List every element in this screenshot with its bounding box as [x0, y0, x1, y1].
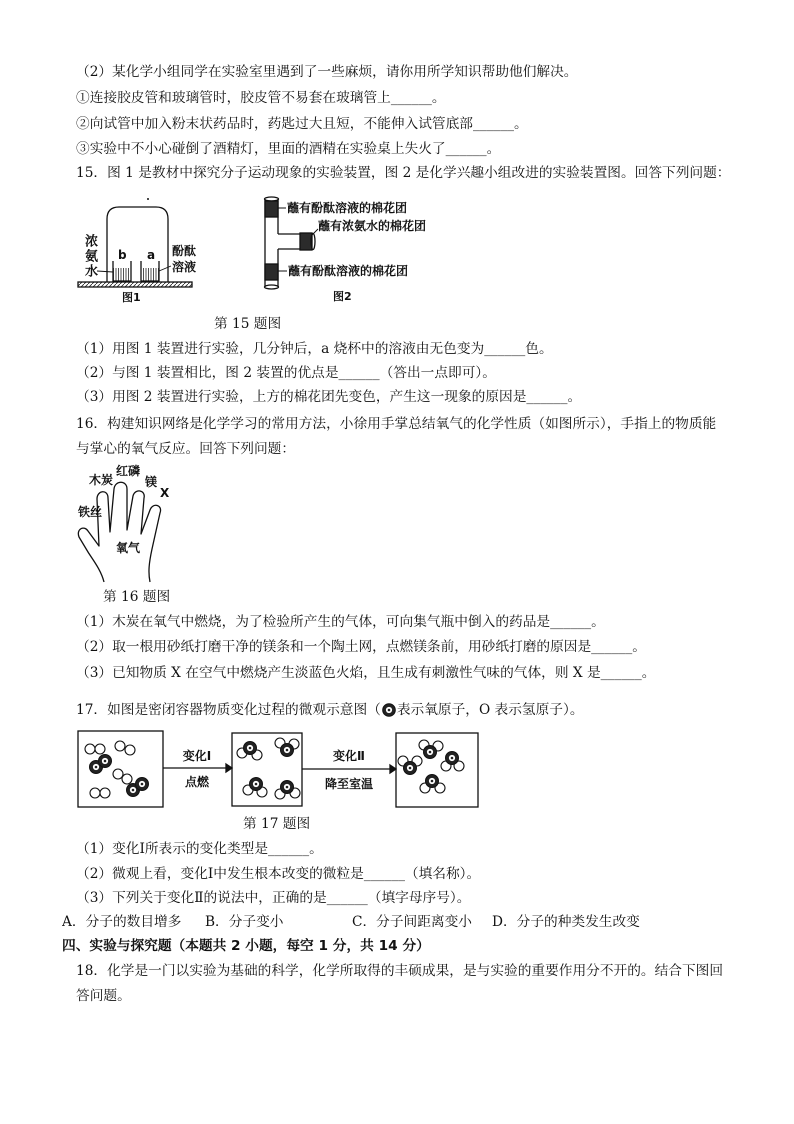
oxygen-atom-core — [286, 786, 289, 789]
q16-sub-1: （1）木炭在氧气中燃烧，为了检验所产生的气体，可向集气瓶中倒入的药品是______。 — [76, 614, 605, 630]
oxygen-atom-core — [431, 780, 434, 783]
oxygen-atom-shell — [424, 746, 437, 759]
oxygen-atom — [424, 746, 437, 759]
hydrogen-atom — [419, 740, 429, 750]
q17-option-a: A．分子的数目增多 — [62, 914, 182, 930]
oxygen-atom-ring — [247, 745, 253, 751]
h2o-molecule — [243, 778, 267, 798]
q16-stem-line-2: 与掌心的氧气反应。回答下列问题： — [76, 441, 296, 457]
fig15-caption: 第 15 题图 — [214, 316, 282, 332]
fig16-label-finger-4: X — [160, 486, 170, 500]
fig17-diagram — [78, 731, 478, 807]
fig15-2-label-bottom: 蘸有酚酞溶液的棉花团 — [288, 264, 409, 278]
fig16-hand — [78, 482, 160, 582]
q14-item-2: ②向试管中加入粉末状药品时，药匙过大且短，不能伸入试管底部______。 — [76, 116, 528, 132]
h2o-molecule — [420, 775, 445, 794]
q14-part2-intro: （2）某化学小组同学在实验室里遇到了一些麻烦，请你用所学知识帮助他们解决。 — [76, 64, 578, 80]
oxygen-atom — [281, 781, 294, 794]
hydrogen-atom — [435, 783, 445, 793]
h2o-molecule — [441, 752, 464, 772]
q17-option-d: D．分子的种类发生改变 — [492, 914, 640, 930]
q16-sub-3: （3）已知物质 X 在空气中燃烧产生淡蓝色火焰，且生成有刺激性气味的气体，则 X 是______。 — [76, 665, 656, 681]
cotton-ball-side — [300, 233, 312, 250]
o2-molecule — [90, 755, 112, 774]
oxygen-atom-ring — [449, 755, 455, 761]
oxygen-atom-ring — [253, 781, 259, 787]
fig17-change2-condition: 降至室温 — [324, 777, 373, 791]
hydrogen-atom — [95, 744, 105, 754]
oxygen-atom — [90, 761, 103, 774]
oxygen-atom — [244, 742, 257, 755]
q16-sub-2: （2）取一根用砂纸打磨干净的镁条和一个陶土网，点燃镁条前，用砂纸打磨的原因是______。 — [76, 639, 646, 655]
oxygen-atom-ring — [93, 764, 99, 770]
o2-molecule — [127, 778, 149, 797]
q17-option-c: C．分子间距离变小 — [352, 914, 472, 930]
hydrogen-atom — [122, 774, 132, 784]
hydrogen-atom — [454, 761, 464, 771]
leader-line-phenolphthalein — [159, 266, 171, 271]
q17-option-b: B．分子变小 — [205, 914, 284, 930]
fig15-1-label-phenol-line2: 溶液 — [172, 260, 197, 274]
oxygen-atom — [404, 762, 417, 775]
molecules-after-ignition — [237, 738, 300, 799]
oxygen-atom — [127, 784, 140, 797]
oxygen-atom-core — [104, 760, 107, 763]
oxygen-atom-core — [132, 789, 135, 792]
ammonia-liquid — [114, 268, 131, 281]
q17-sub-3: （3）下列关于变化Ⅱ的说法中，正确的是______（填字母序号）。 — [76, 890, 471, 906]
hydrogen-atom — [275, 789, 285, 799]
h2o-molecule — [275, 738, 299, 757]
fig16-label-finger-1: 木炭 — [89, 473, 114, 487]
fig15-2-caption: 图2 — [333, 290, 352, 303]
hydrogen-atom — [290, 788, 300, 798]
oxygen-atom-ring — [284, 747, 290, 753]
arrowhead-change-1 — [226, 764, 232, 772]
container-after-ignition — [232, 733, 302, 806]
h2o-molecule — [419, 740, 443, 759]
oxygen-atom-core — [451, 757, 454, 760]
q17-sub-2: （2）微观上看，变化Ⅰ中发生根本改变的微粒是______（填名称）。 — [76, 866, 481, 882]
h2-molecule — [113, 769, 132, 784]
hydrogen-atom — [243, 785, 253, 795]
oxygen-atom — [250, 778, 263, 791]
oxygen-atom — [426, 775, 439, 788]
fig16-label-finger-2: 红磷 — [116, 464, 141, 478]
fig15-2-label-top: 蘸有酚酞溶液的棉花团 — [287, 201, 408, 215]
oxygen-atom-ring — [284, 784, 290, 790]
base-plate — [78, 282, 192, 287]
hydrogen-atom — [113, 769, 123, 779]
h2o-molecule — [398, 756, 422, 775]
tube-top-opening — [265, 197, 279, 201]
oxygen-atom-shell — [136, 778, 149, 791]
q17-stem-part-1: 17．如图是密闭容器物质变化过程的微观示意图（ — [76, 702, 381, 718]
oxygen-atom-ring — [102, 758, 108, 764]
fig15-1-caption: 图1 — [122, 291, 141, 304]
hydrogen-atom — [398, 756, 408, 766]
oxygen-atom-shell — [99, 755, 112, 768]
hydrogen-atom — [441, 761, 451, 771]
q14-item-1: ①连接胶皮管和玻璃管时，胶皮管不易套在玻璃管上______。 — [76, 90, 446, 106]
oxygen-atom-ring — [407, 765, 413, 771]
hydrogen-atom — [252, 750, 262, 760]
oxygen-atom-ring — [130, 787, 136, 793]
phenolphthalein-liquid — [142, 268, 159, 281]
q16-stem-line-1: 16．构建知识网络是化学学习的常用方法，小徐用手掌总结氧气的化学性质（如图所示），手指上的物质能 — [76, 416, 717, 432]
hydrogen-atom — [85, 744, 95, 754]
hydrogen-atom — [125, 745, 135, 755]
fig15-1-label-phenol-line1: 酚酞 — [172, 244, 197, 258]
oxygen-atom-ring — [427, 749, 433, 755]
oxygen-atom-shell — [446, 752, 459, 765]
bell-jar — [107, 207, 168, 282]
q15-stem: 15．图 1 是教材中探究分子运动现象的实验装置，图 2 是化学兴趣小组改进的实验装置图。回答下列问题： — [76, 165, 731, 181]
q18-stem-line-2: 答问题。 — [76, 988, 131, 1004]
hydrogen-atom — [412, 756, 422, 766]
hydrogen-atom — [237, 748, 247, 758]
fig17-change2-label: 变化Ⅱ — [333, 749, 365, 763]
jar-top-mark — [147, 198, 149, 200]
oxygen-atom — [136, 778, 149, 791]
container-after-cooling — [396, 733, 478, 807]
oxygen-atom-ring — [429, 778, 435, 784]
fig16-label-palm: 氧气 — [116, 541, 141, 555]
oxygen-atom-shell — [426, 775, 439, 788]
oxygen-atom — [446, 752, 459, 765]
section-4-heading: 四、实验与探究题（本题共 2 小题，每空 1 分，共 14 分） — [62, 938, 430, 954]
fig16-caption: 第 16 题图 — [103, 589, 171, 605]
h2o-molecule — [275, 781, 300, 800]
fig17-caption: 第 17 题图 — [243, 816, 311, 832]
fig15-1-label-a: a — [147, 248, 156, 262]
h2-molecule — [90, 788, 110, 798]
q17-stem-part-2: 表示氧原子，O 表示氢原子）。 — [396, 702, 584, 718]
branch-opening — [311, 234, 315, 250]
oxygen-atom-core — [429, 751, 432, 754]
fig17-change1-label: 变化Ⅰ — [182, 749, 212, 763]
arrowhead-change-2 — [390, 765, 396, 773]
q17-sub-1: （1）变化Ⅰ所表示的变化类型是______。 — [76, 841, 323, 857]
q15-sub-2: （2）与图 1 装置相比，图 2 装置的优点是______（答出一点即可）。 — [76, 365, 496, 381]
q18-stem-line-1: 18．化学是一门以实验为基础的科学，化学所取得的丰硕成果，是与实验的重要作用分不开的。结合下图回 — [76, 963, 724, 979]
fig15-2-label-side: 蘸有浓氨水的棉花团 — [318, 219, 427, 233]
oxygen-atom-shell — [281, 744, 294, 757]
hydrogen-atom — [100, 788, 110, 798]
oxygen-atom-ring — [139, 781, 145, 787]
q15-sub-3: （3）用图 2 装置进行实验，上方的棉花团先变色，产生这一现象的原因是______。 — [76, 389, 582, 405]
oxygen-atom-core — [141, 783, 144, 786]
hydrogen-atom — [257, 787, 267, 797]
h2o-molecule — [237, 742, 262, 761]
oxygen-atom-core — [409, 767, 412, 770]
hydrogen-atom — [420, 783, 430, 793]
q15-sub-1: （1）用图 1 装置进行实验，几分钟后，a 烧杯中的溶液由无色变为______色。 — [76, 341, 553, 357]
oxygen-atom-shell — [250, 778, 263, 791]
q17-stem — [76, 702, 584, 718]
leader-line-ammonia — [97, 271, 113, 272]
container-before — [78, 731, 163, 807]
tube-bottom-opening — [265, 285, 279, 289]
molecules-before — [85, 741, 149, 798]
h2-molecule — [85, 744, 105, 754]
oxygen-atom-shell — [90, 761, 103, 774]
fig17-change1-condition: 点燃 — [184, 775, 209, 789]
q14-item-3: ③实验中不小心碰倒了酒精灯，里面的酒精在实验桌上失火了______。 — [76, 141, 501, 157]
fig16-label-thumb: 铁丝 — [78, 505, 103, 519]
fig16-label-finger-3: 镁 — [145, 475, 158, 489]
oxygen-atom-shell — [244, 742, 257, 755]
beaker-b — [113, 261, 131, 281]
beaker-a — [141, 261, 159, 281]
oxygen-atom-core — [95, 766, 98, 769]
fig15-1-label-b: b — [118, 248, 127, 262]
hand-outline — [78, 482, 160, 582]
hydrogen-atom — [289, 739, 299, 749]
hydrogen-atom — [433, 741, 443, 751]
hydrogen-atom — [275, 738, 285, 748]
oxygen-atom-shell — [127, 784, 140, 797]
cotton-ball-bottom — [265, 264, 278, 280]
oxygen-atom-core — [255, 783, 258, 786]
fig15-1-label-ammonia: 浓氨水 — [82, 234, 97, 279]
oxygen-atom — [281, 744, 294, 757]
oxygen-atom-shell — [281, 781, 294, 794]
cotton-ball-top — [265, 201, 278, 217]
hydrogen-atom — [90, 788, 100, 798]
oxygen-atom-icon — [382, 703, 396, 717]
oxygen-atom — [99, 755, 112, 768]
oxygen-atom-shell — [404, 762, 417, 775]
molecules-after-cooling — [398, 740, 464, 793]
oxygen-atom-core — [249, 747, 252, 750]
oxygen-atom-core — [286, 749, 289, 752]
hydrogen-atom — [115, 741, 125, 751]
h2-molecule — [115, 741, 135, 755]
